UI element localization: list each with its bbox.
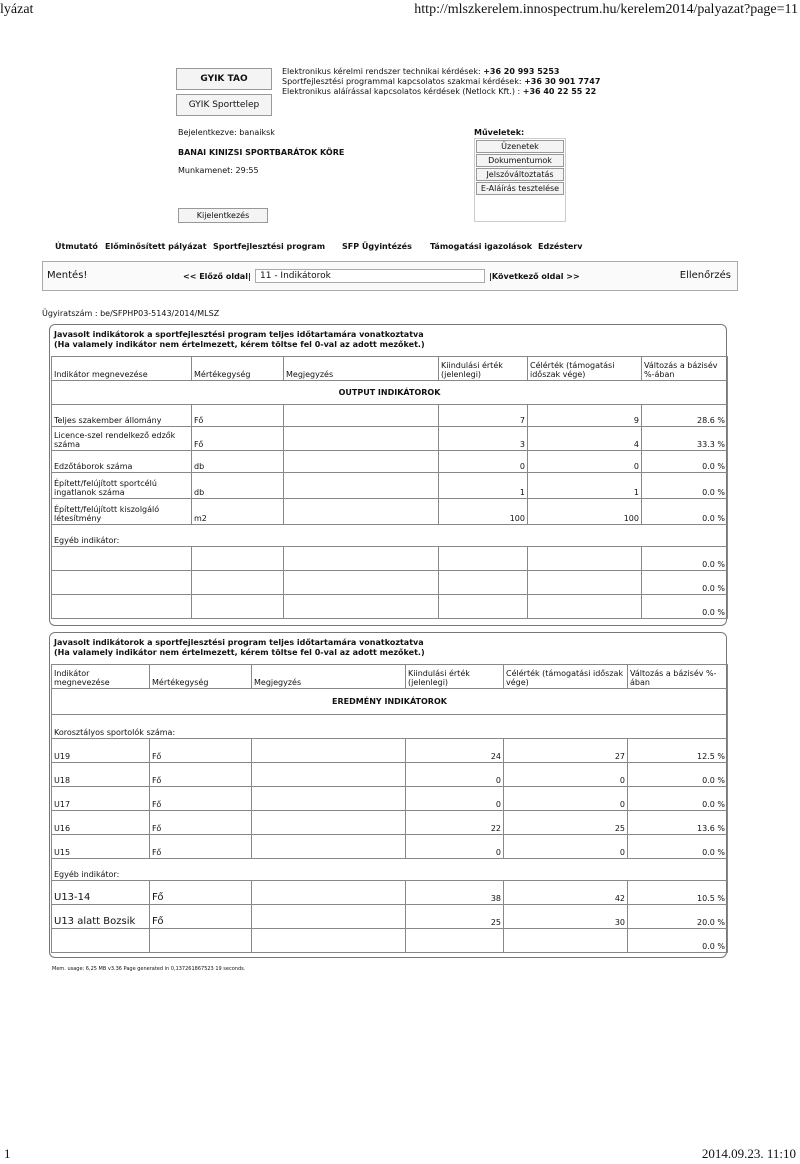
note-field[interactable] [252,929,406,953]
note-field[interactable] [252,811,406,835]
indicator-name-field[interactable]: U13 alatt Bozsik [52,905,150,929]
start-value-field[interactable] [406,929,504,953]
change-value: 12.5 % [628,739,728,763]
start-value-field[interactable]: 7 [439,405,528,427]
change-value: 0.0 % [628,763,728,787]
contact-label: Elektronikus kérelmi rendszer technikai kérdések: [282,67,484,76]
unit-field[interactable]: Fő [150,763,252,787]
page-toolbar [42,261,738,291]
indicator-name-field[interactable] [52,571,192,595]
col-header-change: Változás a bázisév %-ában [642,357,728,381]
nav-sport-program[interactable]: Sportfejlesztési program [213,242,326,251]
unit-field[interactable]: Fő [150,811,252,835]
col-header-name: Indikátor megnevezése [52,357,192,381]
age-group-label: Korosztályos sportolók száma: [52,715,728,739]
target-value-field[interactable]: 27 [504,739,628,763]
note-field[interactable] [284,473,439,499]
target-value-field[interactable]: 0 [504,835,628,859]
change-value: 0.0 % [642,595,728,619]
start-value-field[interactable]: 22 [406,811,504,835]
start-value-field[interactable]: 100 [439,499,528,525]
change-value: 0.0 % [628,787,728,811]
indicator-name: U17 [52,787,150,811]
output-panel-title [54,330,425,350]
col-header-change: Változás a bázisév %-ában [628,665,728,689]
col-header-unit: Mértékegység [192,357,284,381]
page-select[interactable]: 11 - Indikátorok [255,269,485,283]
result-panel-title [54,638,425,658]
target-value-field[interactable] [504,929,628,953]
start-value-field[interactable] [439,595,528,619]
check-button[interactable]: Ellenőrzés [679,270,731,281]
next-page-link[interactable]: |Következő oldal >> [489,272,580,281]
indicator-name: U19 [52,739,150,763]
change-value: 10.5 % [628,881,728,905]
output-indicators-table [51,356,728,619]
unit-field[interactable]: Fő [150,739,252,763]
nav-training-plan[interactable]: Edzésterv [538,242,583,251]
target-value-field[interactable]: 0 [504,787,628,811]
col-header-target: Célérték (támogatási időszak vége) [504,665,628,689]
contact-phone: +36 40 22 55 22 [522,87,597,96]
note-field[interactable] [284,427,439,451]
unit-field[interactable]: Fő [150,881,252,905]
print-timestamp: 2014.09.23. 11:10 [701,1146,796,1161]
unit-field[interactable]: Fő [150,835,252,859]
change-value: 0.0 % [628,835,728,859]
col-header-start: Kiindulási érték (jelenlegi) [406,665,504,689]
note-field[interactable] [252,881,406,905]
target-value-field[interactable]: 30 [504,905,628,929]
target-value-field[interactable]: 9 [528,405,642,427]
panel-title-line: Javasolt indikátorok a sportfejlesztési program teljes időtartamára vonatkoztatva [54,330,424,339]
unit-field[interactable]: Fő [150,787,252,811]
table-row [52,499,728,525]
other-indicator-label: Egyéb indikátor: [52,859,728,881]
contact-phone: +36 30 901 7747 [524,77,601,86]
table-row [52,881,728,905]
organization-name: BANAI KINIZSI SPORTBARÁTOK KÖRE [178,148,345,157]
section-title: EREDMÉNY INDIKÁTOROK [52,689,728,715]
target-value-field[interactable] [528,571,642,595]
prev-page-link[interactable]: << Előző oldal| [183,272,251,281]
note-field[interactable] [252,905,406,929]
nav-guide[interactable]: Útmutató [55,242,98,251]
gyik-tao-button[interactable]: GYIK TAO [176,68,272,90]
table-row [52,929,728,953]
start-value-field[interactable] [439,571,528,595]
note-field[interactable] [284,405,439,427]
table-row [52,547,728,571]
table-row [52,811,728,835]
note-field[interactable] [252,835,406,859]
start-value-field[interactable]: 0 [406,835,504,859]
unit-field[interactable] [192,571,284,595]
print-header-title: lyázat [0,2,34,17]
contact-label: Elektronikus aláírással kapcsolatos kérdések (Netlock Kft.) : [282,87,523,96]
change-value: 13.6 % [628,811,728,835]
note-field[interactable] [252,739,406,763]
change-value: 0.0 % [642,547,728,571]
table-row [52,427,728,451]
note-field[interactable] [284,451,439,473]
footer-note: Mem. usage: 6,25 MB v3.36 Page generated in 0,137261867523 19 seconds. [52,966,246,972]
change-value: 20.0 % [628,905,728,929]
panel-title-line: Javasolt indikátorok a sportfejlesztési program teljes időtartamára vonatkoztatva [54,638,424,647]
unit-field[interactable]: m2 [192,499,284,525]
unit-field[interactable]: db [192,473,284,499]
col-header-target: Célérték (támogatási időszak vége) [528,357,642,381]
table-row [52,571,728,595]
start-value-field[interactable]: 38 [406,881,504,905]
session-timer: Munkamenet: 29:55 [178,166,259,175]
table-row [52,835,728,859]
col-header-unit: Mértékegység [150,665,252,689]
note-field[interactable] [284,499,439,525]
table-row [52,787,728,811]
save-button[interactable]: Mentés! [47,270,88,281]
esignature-test-button[interactable]: E-Aláírás tesztelése [476,182,564,195]
unit-field[interactable]: Fő [150,905,252,929]
indicator-name-field[interactable] [52,547,192,571]
table-row [52,595,728,619]
change-value: 0.0 % [642,499,728,525]
indicator-name: Teljes szakember állomány [52,405,192,427]
contact-label: Sportfejlesztési programmal kapcsolatos szakmai kérdések: [282,77,525,86]
nav-support-certificates[interactable]: Támogatási igazolások [430,242,533,251]
indicator-name-field[interactable]: U13-14 [52,881,150,905]
messages-button[interactable]: Üzenetek [476,140,564,153]
nav-sfp-admin[interactable]: SFP Ügyintézés [342,242,412,251]
target-value-field[interactable]: 100 [528,499,642,525]
indicator-name: Épített/felújított sportcélú ingatlanok száma [52,473,192,499]
target-value-field[interactable]: 25 [504,811,628,835]
col-header-start: Kiindulási érték (jelenlegi) [439,357,528,381]
unit-field[interactable] [192,595,284,619]
start-value-field[interactable]: 1 [439,473,528,499]
logout-button[interactable]: Kijelentkezés [178,208,268,223]
indicator-name: U15 [52,835,150,859]
note-field[interactable] [284,595,439,619]
table-row [52,763,728,787]
start-value-field[interactable]: 0 [439,451,528,473]
change-value: 0.0 % [642,571,728,595]
change-password-button[interactable]: Jelszóváltoztatás [476,168,564,181]
note-field[interactable] [284,547,439,571]
target-value-field[interactable]: 0 [528,451,642,473]
other-indicator-label: Egyéb indikátor: [52,525,728,547]
change-value: 0.0 % [628,929,728,953]
target-value-field[interactable]: 42 [504,881,628,905]
section-title: OUTPUT INDIKÁTOROK [52,381,728,405]
panel-title-note: (Ha valamely indikátor nem értelmezett, kérem töltse fel 0-val az adott mezőket.) [54,648,425,657]
col-header-note: Megjegyzés [252,665,406,689]
start-value-field[interactable]: 0 [406,763,504,787]
indicator-name: U16 [52,811,150,835]
start-value-field[interactable] [439,547,528,571]
change-value: 28.6 % [642,405,728,427]
table-row [52,739,728,763]
table-row [52,905,728,929]
target-value-field[interactable] [528,595,642,619]
start-value-field[interactable]: 3 [439,427,528,451]
table-row [52,405,728,427]
gyik-sporttelep-button[interactable]: GYIK Sporttelep [176,94,272,116]
indicator-name: Edzőtáborok száma [52,451,192,473]
col-header-name: Indikátor megnevezése [52,665,150,689]
indicator-name: Licence-szel rendelkező edzők száma [52,427,192,451]
target-value-field[interactable]: 1 [528,473,642,499]
operations-title: Műveletek: [474,128,525,137]
note-field[interactable] [284,571,439,595]
change-value: 33.3 % [642,427,728,451]
table-row [52,451,728,473]
result-indicators-table [51,664,728,953]
start-value-field[interactable]: 25 [406,905,504,929]
unit-field[interactable] [192,547,284,571]
print-header-url: http://mlszkerelem.innospectrum.hu/kerelem2014/palyazat?page=11 [414,2,798,17]
note-field[interactable] [252,763,406,787]
start-value-field[interactable]: 0 [406,787,504,811]
unit-field[interactable]: Fő [192,405,284,427]
indicator-name: Épített/felújított kiszolgáló létesítmény [52,499,192,525]
start-value-field[interactable]: 24 [406,739,504,763]
unit-field[interactable]: db [192,451,284,473]
nav-prequalified[interactable]: Előminősített pályázat [105,242,207,251]
col-header-note: Megjegyzés [284,357,439,381]
file-number: Ügyiratszám : be/SFPHP03-5143/2014/MLSZ [42,309,220,318]
table-row [52,473,728,499]
target-value-field[interactable]: 0 [504,763,628,787]
panel-title-note: (Ha valamely indikátor nem értelmezett, kérem töltse fel 0-val az adott mezőket.) [54,340,425,349]
change-value: 0.0 % [642,451,728,473]
note-field[interactable] [252,787,406,811]
print-page-number: 1 [4,1146,11,1161]
contact-phone: +36 20 993 5253 [483,67,560,76]
indicator-name: U18 [52,763,150,787]
unit-field[interactable]: Fő [192,427,284,451]
target-value-field[interactable]: 4 [528,427,642,451]
unit-field[interactable] [150,929,252,953]
indicator-name-field[interactable] [52,929,150,953]
documents-button[interactable]: Dokumentumok [476,154,564,167]
logged-in-user: Bejelentkezve: banaiksk [178,128,275,137]
target-value-field[interactable] [528,547,642,571]
contact-info [282,67,600,97]
indicator-name-field[interactable] [52,595,192,619]
change-value: 0.0 % [642,473,728,499]
